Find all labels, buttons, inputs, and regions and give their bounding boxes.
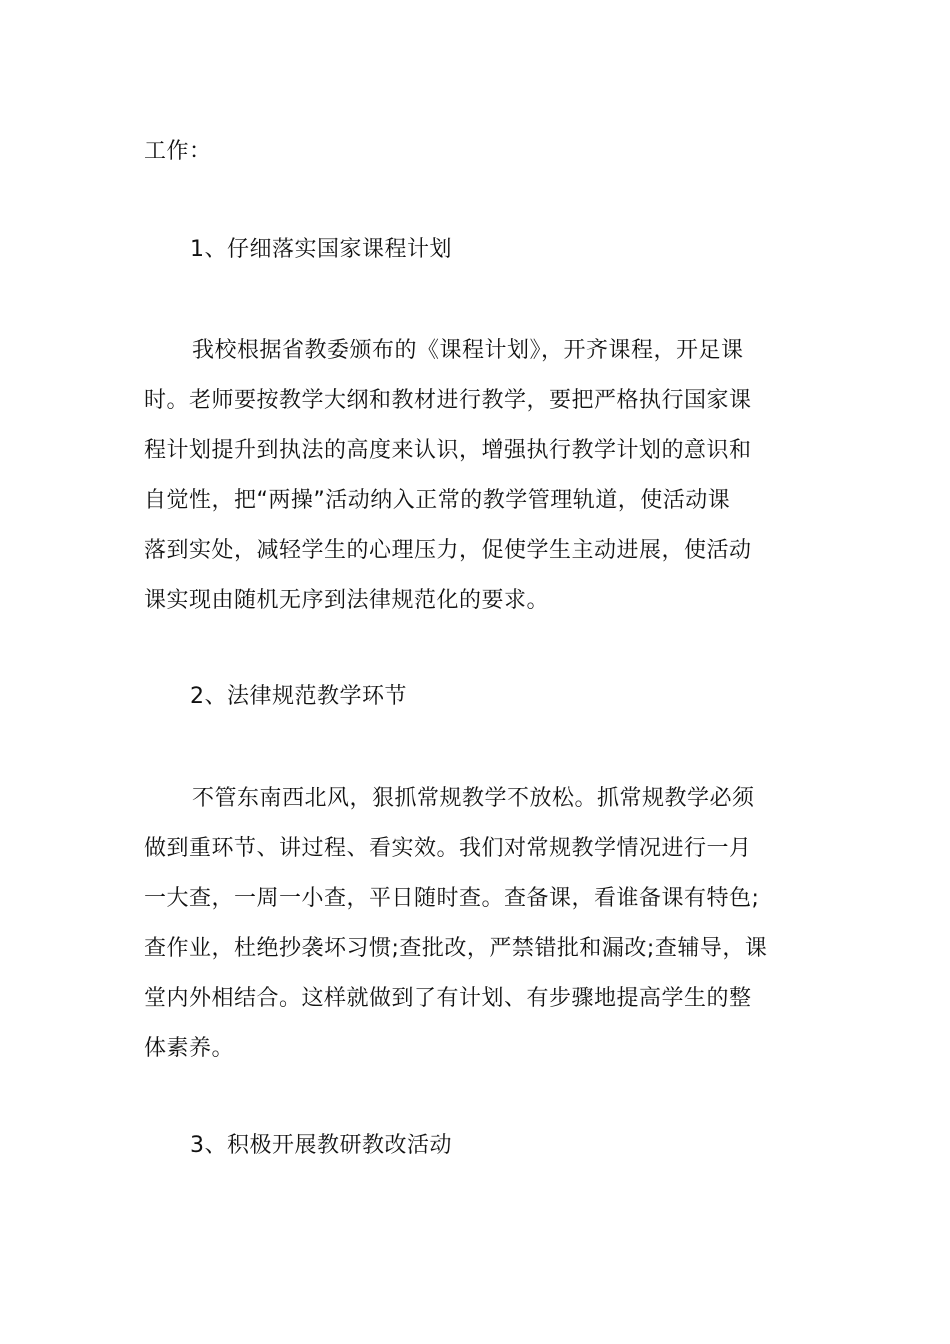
section-2-paragraph-line-6: 体素养。 bbox=[144, 1036, 235, 1061]
section-1-paragraph-line-3: 程计划提升到执法的高度来认识，增强执行教学计划的意识和 bbox=[144, 438, 752, 463]
section-3-heading: 3、积极开展教研教改活动 bbox=[190, 1133, 452, 1158]
section-1-paragraph-line-4: 自觉性，把“两操”活动纳入正常的教学管理轨道，使活动课 bbox=[144, 488, 731, 513]
section-1-paragraph-line-6: 课实现由随机无序到法律规范化的要求。 bbox=[144, 588, 550, 613]
section-2-paragraph-line-5: 堂内外相结合。这样就做到了有计划、有步骤地提高学生的整 bbox=[144, 986, 752, 1011]
section-1-paragraph-line-5: 落到实处，减轻学生的心理压力，促使学生主动进展，使活动 bbox=[144, 538, 752, 563]
section-2-paragraph-line-4: 查作业，杜绝抄袭坏习惯;查批改，严禁错批和漏改;查辅导，课 bbox=[144, 936, 768, 961]
section-2-heading: 2、法律规范教学环节 bbox=[190, 684, 407, 709]
section-1-heading: 1、仔细落实国家课程计划 bbox=[190, 237, 452, 262]
section-2-paragraph-line-2: 做到重环节、讲过程、看实效。我们对常规教学情况进行一月 bbox=[144, 836, 752, 861]
intro-text: 工作： bbox=[144, 139, 212, 164]
section-2-paragraph-line-1: 不管东南西北风，狠抓常规教学不放松。抓常规教学必须 bbox=[192, 786, 755, 811]
section-2-paragraph-line-3: 一大查，一周一小查，平日随时查。查备课，看谁备课有特色; bbox=[144, 886, 760, 911]
section-1-paragraph-line-1: 我校根据省教委颁布的《课程计划》，开齐课程，开足课 bbox=[192, 338, 744, 363]
section-1-paragraph-line-2: 时。老师要按教学大纲和教材进行教学，要把严格执行国家课 bbox=[144, 388, 752, 413]
